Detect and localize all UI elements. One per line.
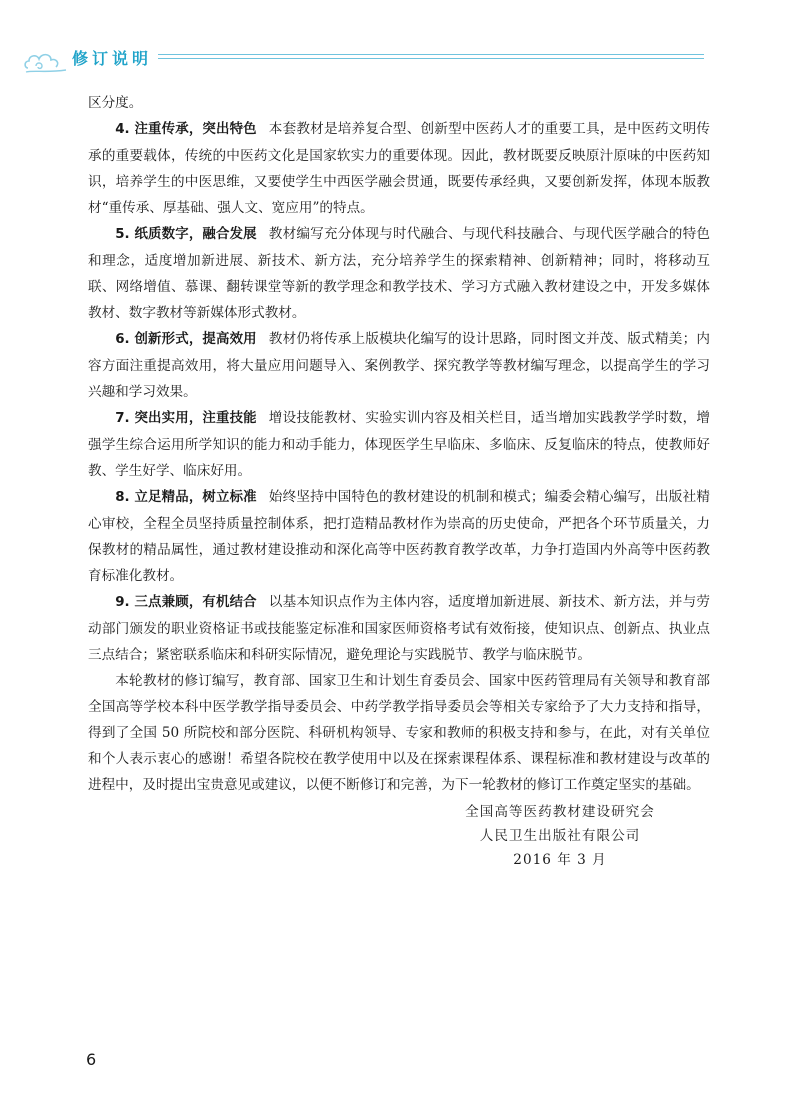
body-text [88,90,710,798]
signature-org-2: 人民卫生出版社有限公司 [479,828,641,844]
item-text: 教材仍将传承上版模块化编写的设计思路，同时图文并茂、版式精美；内容方面注重提高效用，将大量应用问题导入、案例教学、探究教学等教材编写理念，以提高学生的学习兴趣和学习效果。 [88,331,710,400]
item-title: 4. 注重传承，突出特色 [115,122,257,137]
item-5 [88,221,710,326]
section-title: 修订说明 [72,49,153,68]
page-header [0,0,800,90]
item-text: 本套教材是培养复合型、创新型中医药人才的重要工具，是中医药文明传承的重要载体，传统的中医药文化是国家软实力的重要体现。因此，教材既要反映原汁原味的中医药知识，培养学生的中医思维，又要使学生中西医学融会贯通，既要传承经典，又要创新发挥，体现本版教材“重传承、厚基础、强人文、宽应用”的特点。 [88,121,710,216]
item-title: 8. 立足精品，树立标准 [115,490,257,505]
signature-org-1: 全国高等医药教材建设研究会 [465,804,655,820]
item-title: 7. 突出实用，注重技能 [115,411,257,426]
closing-paragraph: 本轮教材的修订编写，教育部、国家卫生和计划生育委员会、国家中医药管理局有关领导和教育部全国高等学校本科中医学教学指导委员会、中药学教学指导委员会等相关专家给予了大力支持和指导，得到了全国 50 所院校和部分医院、科研机构领导、专家和教师的积极支持和参与，在此，对有关单位和个人表示衷心的感谢！希望各院校在教学使用中以及在探索课程体系、课程标准和教材建设与改革的进程中，及时提出宝贵意见或建议，以便不断修订和完善，为下一轮教材的修订工作奠定坚实的基础。 [88,673,710,793]
signature-date: 2016 年 3 月 [513,852,607,868]
item-4 [88,116,710,221]
item-8 [88,484,710,589]
item-6 [88,326,710,405]
item-text: 以基本知识点作为主体内容，适度增加新进展、新技术、新方法，并与劳动部门颁发的职业资格证书或技能鉴定标准和国家医师资格考试有效衔接，使知识点、创新点、执业点三点结合；紧密联系临床和科研实际情况，避免理论与实践脱节、教学与临床脱节。 [88,594,710,663]
intro-tail: 区分度。 [88,95,143,111]
item-text: 增设技能教材、实验实训内容及相关栏目，适当增加实践教学学时数，增强学生综合运用所学知识的能力和动手能力，体现医学生早临床、多临床、反复临床的特点，使教师好教、学生好学、临床好用。 [88,410,710,479]
item-title: 5. 纸质数字，融合发展 [115,227,257,242]
item-title: 6. 创新形式，提高效用 [115,332,257,347]
header-rule [158,53,704,61]
item-7 [88,405,710,484]
cloud-swirl-icon [22,46,70,76]
page-number: 6 [86,1050,97,1069]
item-text: 教材编写充分体现与时代融合、与现代科技融合、与现代医学融合的特色和理念，适度增加新进展、新技术、新方法，充分培养学生的探索精神、创新精神；同时，将移动互联、网络增值、慕课、翻转课堂等新的教学理念和教学技术、学习方式融入教材建设之中，开发多媒体教材、数字教材等新媒体形式教材。 [88,226,710,321]
item-9 [88,589,710,668]
item-title: 9. 三点兼顾，有机结合 [115,595,257,610]
signature-block [430,800,690,872]
item-text: 始终坚持中国特色的教材建设的机制和模式；编委会精心编写，出版社精心审校，全程全员坚持质量控制体系，把打造精品教材作为崇高的历史使命，严把各个环节质量关，力保教材的精品属性，通过教材建设推动和深化高等中医药教育教学改革，力争打造国内外高等中医药教育标准化教材。 [88,489,710,584]
